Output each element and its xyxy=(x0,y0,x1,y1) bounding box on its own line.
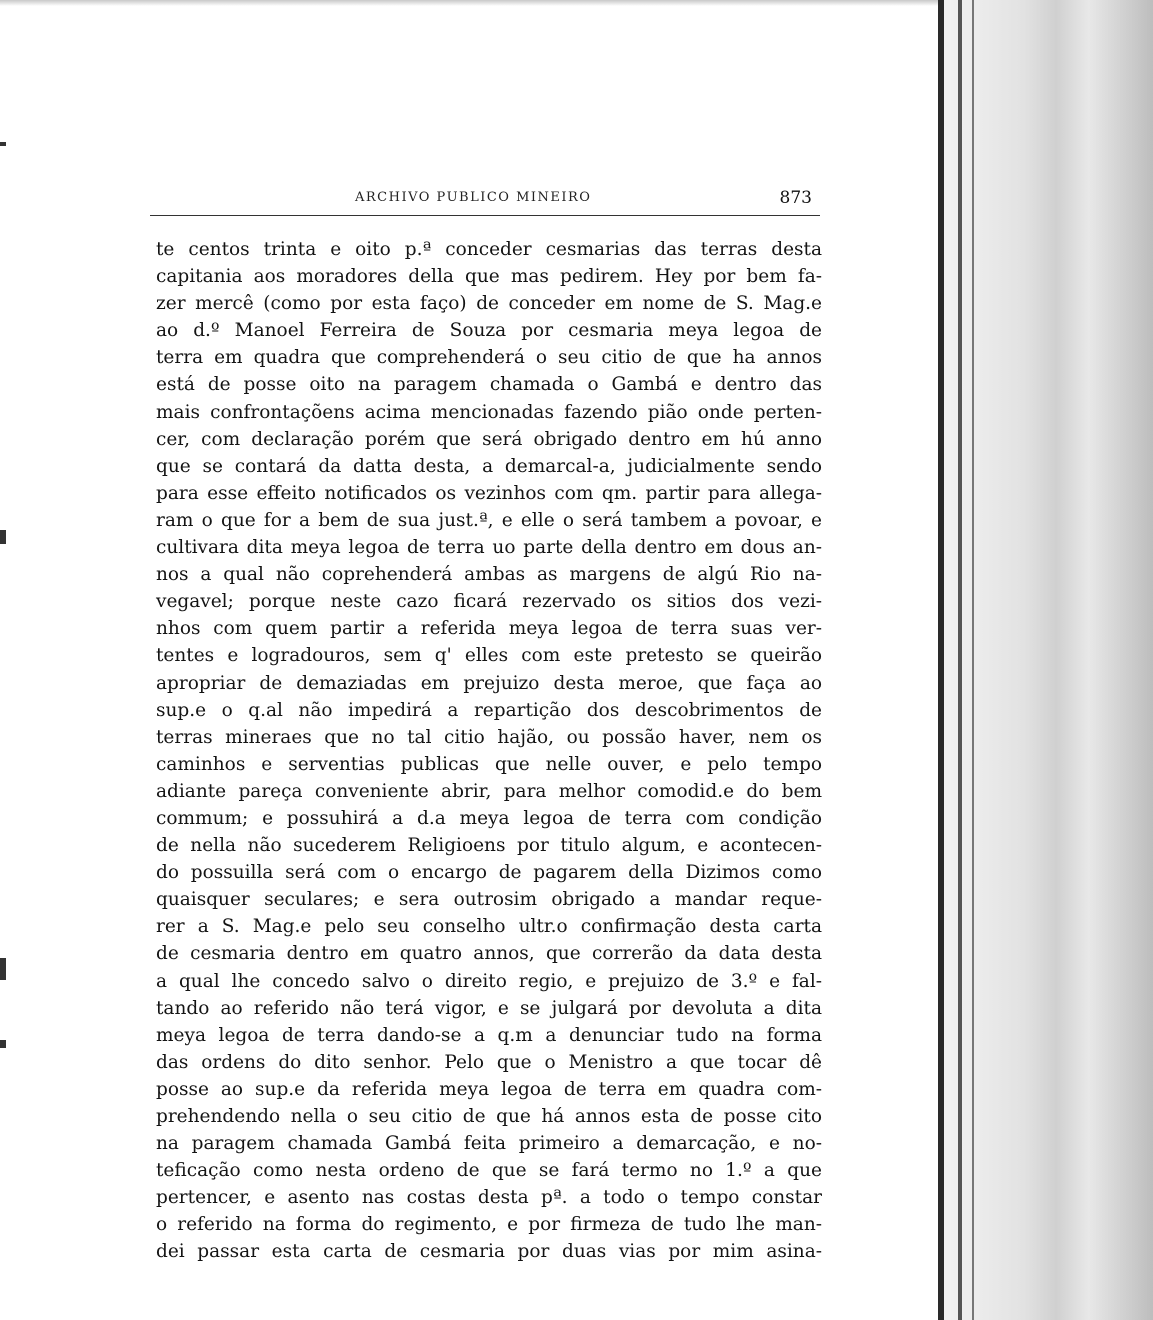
text-line: vegavel; porque neste cazo ficará rezervado os sitios dos vezi- xyxy=(156,591,822,613)
text-line: das ordens do dito senhor. Pelo que o Menistro a que tocar dê xyxy=(156,1051,822,1073)
text-line: nos a qual não coprehenderá ambas as margens de algú Rio na- xyxy=(156,564,822,586)
scan-margin-mark xyxy=(0,1040,6,1048)
text-line: pertencer, e asento nas costas desta pª. a todo o tempo constar xyxy=(156,1187,822,1209)
text-line: posse ao sup.e da referida meya legoa de terra em quadra com- xyxy=(156,1078,822,1100)
text-line: ram o que for a bem de sua just.ª, e elle o será tambem a povoar, e xyxy=(156,509,822,531)
text-line: meya legoa de terra dando-se a q.m a denunciar tudo na forma xyxy=(156,1024,822,1046)
text-line: prehendendo nella o seu citio de que há annos esta de posse cito xyxy=(156,1106,822,1127)
spine-edge-line xyxy=(972,0,974,1320)
text-line: teficação como nesta ordeno de que se fará termo no 1.º a que xyxy=(156,1160,822,1182)
text-line: o referido na forma do regimento, e por firmeza de tudo lhe man- xyxy=(156,1214,822,1236)
text-line: ao d.º Manoel Ferreira de Souza por cesmaria meya legoa de xyxy=(156,320,822,342)
body-text xyxy=(156,236,822,1266)
text-line: commum; e possuhirá a d.a meya legoa de terra com condição xyxy=(156,807,822,829)
text-line: sup.e o q.al não impedirá a repartição dos descobrimentos de xyxy=(156,699,822,721)
text-line: rer a S. Mag.e pelo seu conselho ultr.o confirmação desta carta xyxy=(156,916,822,938)
text-line: dei passar esta carta de cesmaria por duas vias por mim asina- xyxy=(156,1241,822,1263)
text-line: cer, com declaração porém que será obrigado dentro em hú anno xyxy=(156,428,822,450)
scan-margin-mark xyxy=(0,958,6,980)
text-line: do possuilla será com o encargo de pagarem della Dizimos como xyxy=(156,862,822,884)
text-line: tentes e logradouros, sem q' elles com este pretesto se queirão xyxy=(156,645,822,667)
text-line: quaisquer seculares; e sera outrosim obrigado a mandar reque- xyxy=(156,889,822,911)
scan-margin-mark xyxy=(0,142,6,146)
text-line: terras mineraes que no tal citio hajão, ou possão haver, nem os xyxy=(156,726,822,748)
text-line: nhos com quem partir a referida meya legoa de terra suas ver- xyxy=(156,618,822,640)
text-line: adiante pareça conveniente abrir, para melhor comodid.e do bem xyxy=(156,780,822,802)
text-line: mais confrontaçõens acima mencionadas fazendo pião onde perten- xyxy=(156,401,822,423)
book-spine xyxy=(938,0,1153,1320)
spine-edge-line xyxy=(938,0,944,1320)
scan-margin-mark xyxy=(0,530,6,544)
spine-edge-line xyxy=(958,0,962,1320)
text-line: caminhos e serventias publicas que nelle ouver, e pelo tempo xyxy=(156,753,822,775)
page-number: 873 xyxy=(779,188,812,208)
running-header-title: ARCHIVO PUBLICO MINEIRO xyxy=(355,190,592,205)
text-line: tando ao referido não terá vigor, e se julgará por devoluta a dita xyxy=(156,997,822,1019)
running-header xyxy=(150,188,816,212)
text-line: a qual lhe concedo salvo o direito regio, e prejuizo de 3.º e fal- xyxy=(156,970,822,992)
text-line: de cesmaria dentro em quatro annos, que correrão da data desta xyxy=(156,943,822,965)
text-line: zer mercê (como por esta faço) de conceder em nome de S. Mag.e xyxy=(156,293,822,315)
header-rule xyxy=(150,215,820,216)
text-line: para esse effeito notificados os vezinhos com qm. partir para allega- xyxy=(156,482,822,504)
text-line: capitania aos moradores della que mas pedirem. Hey por bem fa- xyxy=(156,266,822,288)
text-line: na paragem chamada Gambá feita primeiro a demarcação, e no- xyxy=(156,1133,822,1155)
text-line: terra em quadra que comprehenderá o seu citio de que ha annos xyxy=(156,347,822,369)
text-line: te centos trinta e oito p.ª conceder cesmarias das terras desta xyxy=(156,239,822,260)
text-line: que se contará da datta desta, a demarcal-a, judicialmente sendo xyxy=(156,455,822,477)
text-line: está de posse oito na paragem chamada o Gambá e dentro das xyxy=(156,374,822,396)
text-line: de nella não sucederem Religioens por titulo algum, e acontecen- xyxy=(156,835,822,857)
text-line: apropriar de demaziadas em prejuizo desta meroe, que faça ao xyxy=(156,672,822,694)
text-line: cultivara dita meya legoa de terra uo parte della dentro em dous an- xyxy=(156,537,822,559)
